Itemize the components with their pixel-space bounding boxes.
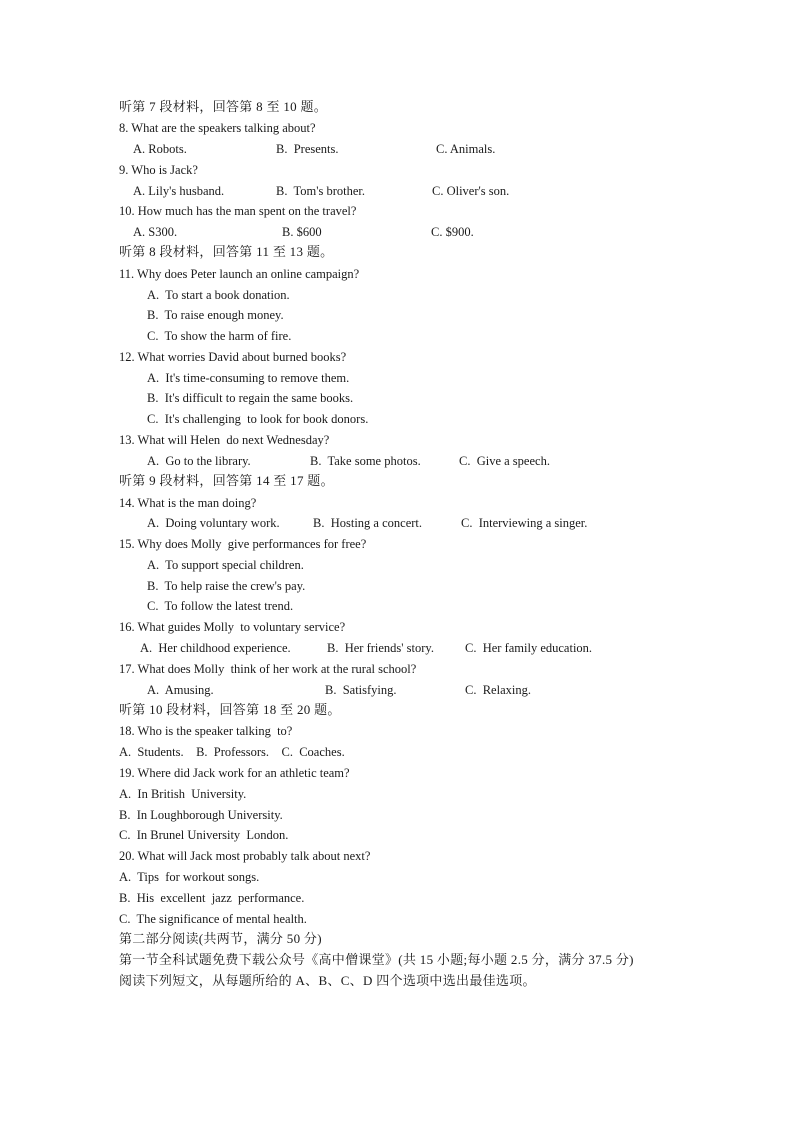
option-b: B. Her friends' story. <box>327 641 434 655</box>
option-a: A. S300. <box>133 225 178 239</box>
option-c: C. $900. <box>431 225 474 239</box>
question-18-options: A. Students. B. Professors. C. Coaches. <box>119 745 345 759</box>
option-a: A. Tips for workout songs. <box>119 870 260 884</box>
question-13: 13. What will Helen do next Wednesday? <box>119 433 330 447</box>
question-19: 19. Where did Jack work for an athletic team? <box>119 766 350 780</box>
option-a: A. To support special children. <box>147 558 304 572</box>
section-instruction: 听第 10 段材料，回答第 18 至 20 题。 <box>119 702 341 717</box>
option-c: C. Her family education. <box>465 641 593 655</box>
option-b: B. Hosting a concert. <box>313 516 423 530</box>
option-b: B. To help raise the crew's pay. <box>147 579 306 593</box>
option-b: B. His excellent jazz performance. <box>119 891 305 905</box>
question-8: 8. What are the speakers talking about? <box>119 121 316 135</box>
section-instruction: 听第 7 段材料，回答第 8 至 10 题。 <box>119 99 328 114</box>
question-10-options <box>0 224 794 304</box>
option-c: C. The significance of mental health. <box>119 912 307 926</box>
option-a: A. Lily's husband. <box>133 184 225 198</box>
option-c: C. Interviewing a singer. <box>461 516 588 530</box>
part-two-heading: 第二部分阅读(共两节，满分 50 分) <box>119 931 322 946</box>
option-c: C. Oliver's son. <box>432 184 510 198</box>
option-c: C. Relaxing. <box>465 683 531 697</box>
option-c: C. To show the harm of fire. <box>147 329 292 343</box>
question-9: 9. Who is Jack? <box>119 163 198 177</box>
section-instruction: 听第 8 段材料，回答第 11 至 13 题。 <box>119 244 334 259</box>
option-a: A. Go to the library. <box>147 454 251 468</box>
option-b: B. Tom's brother. <box>276 184 365 198</box>
question-17: 17. What does Molly think of her work at the rural school? <box>119 662 417 676</box>
option-a: A. Amusing. <box>147 683 214 697</box>
option-a: A. Robots. <box>133 142 187 156</box>
question-12: 12. What worries David about burned books? <box>119 350 347 364</box>
option-b: B. $600 <box>282 225 322 239</box>
option-b: B. It's difficult to regain the same books. <box>147 391 354 405</box>
section-instruction: 听第 9 段材料，回答第 14 至 17 题。 <box>119 473 334 488</box>
option-b: B. To raise enough money. <box>147 308 284 322</box>
option-a: A. To start a book donation. <box>147 288 290 302</box>
option-a: A. Doing voluntary work. <box>147 516 280 530</box>
question-16: 16. What guides Molly to voluntary service? <box>119 620 346 634</box>
question-15: 15. Why does Molly give performances for free? <box>119 537 367 551</box>
question-11: 11. Why does Peter launch an online campaign? <box>119 267 360 281</box>
option-b: B. Presents. <box>276 142 339 156</box>
question-18: 18. Who is the speaker talking to? <box>119 724 293 738</box>
option-c: C. Give a speech. <box>459 454 550 468</box>
option-c: C. In Brunel University London. <box>119 828 289 842</box>
option-a: A. Her childhood experience. <box>140 641 291 655</box>
option-c: C. It's challenging to look for book donors. <box>147 412 369 426</box>
option-c: C. Animals. <box>436 142 496 156</box>
question-14-options <box>0 515 794 595</box>
option-b: B. Satisfying. <box>325 683 397 697</box>
option-a: A. In British University. <box>119 787 247 801</box>
option-b: B. Take some photos. <box>310 454 421 468</box>
section-one-heading: 第一节全科试题免费下载公众号《高中僧课堂》(共 15 小题;每小题 2.5 分，满分 37.5 分) <box>119 952 634 967</box>
option-a: A. It's time-consuming to remove them. <box>147 371 350 385</box>
question-14: 14. What is the man doing? <box>119 496 257 510</box>
question-10: 10. How much has the man spent on the travel? <box>119 204 357 218</box>
reading-instruction: 阅读下列短文，从每题所给的 A、B、C、D 四个选项中选出最佳选项。 <box>119 973 536 988</box>
option-b: B. In Loughborough University. <box>119 808 283 822</box>
question-20: 20. What will Jack most probably talk about next? <box>119 849 371 863</box>
option-c: C. To follow the latest trend. <box>147 599 294 613</box>
